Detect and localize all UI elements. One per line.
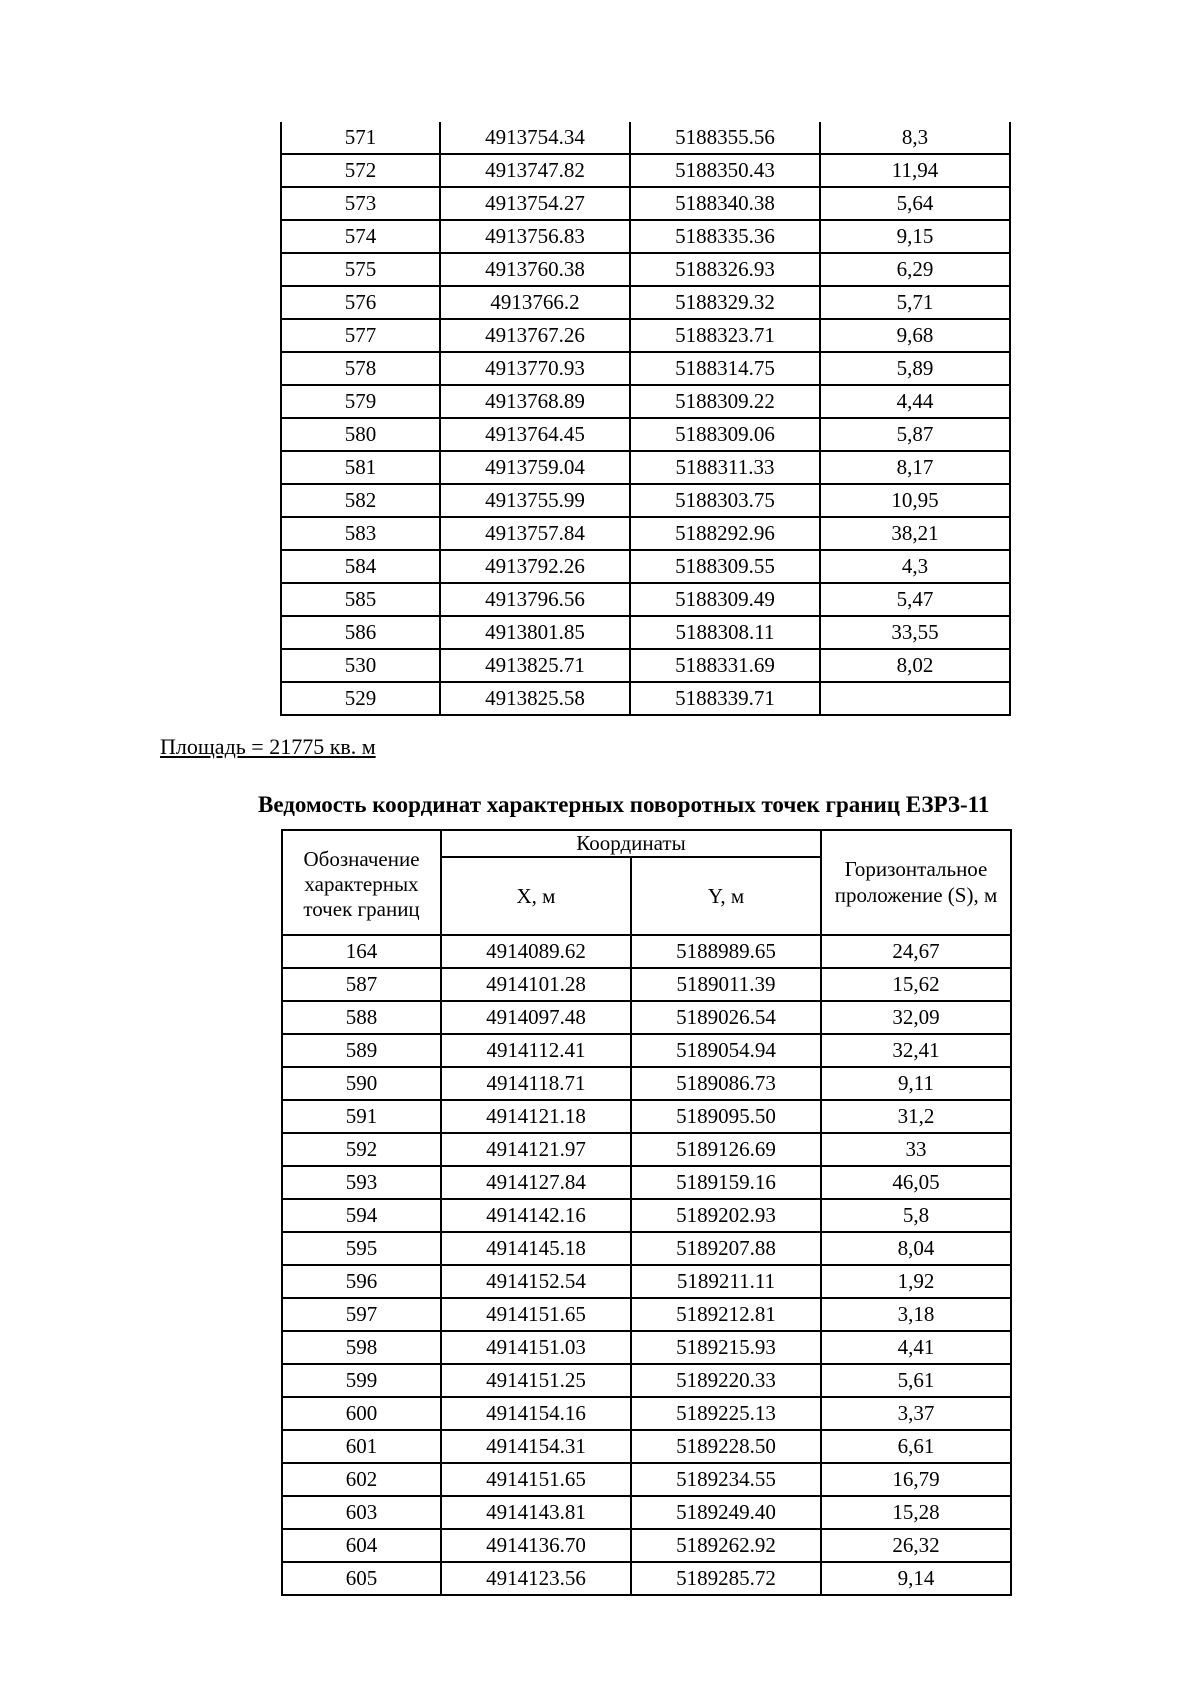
point-cell: 597 xyxy=(282,1298,441,1331)
distance-cell: 5,71 xyxy=(820,286,1010,319)
table-row xyxy=(281,550,1010,583)
x-cell: 4913754.34 xyxy=(440,122,630,154)
distance-cell: 15,28 xyxy=(821,1496,1011,1529)
y-cell: 5189220.33 xyxy=(631,1364,821,1397)
x-cell: 4913792.26 xyxy=(440,550,630,583)
x-cell: 4914145.18 xyxy=(441,1232,631,1265)
table-row xyxy=(282,1001,1011,1034)
table-row xyxy=(281,385,1010,418)
distance-cell: 9,15 xyxy=(820,220,1010,253)
point-cell: 605 xyxy=(282,1562,441,1595)
distance-cell: 6,29 xyxy=(820,253,1010,286)
x-cell: 4913796.56 xyxy=(440,583,630,616)
table-title: Ведомость координат характерных поворотных точек границ ЕЗРЗ-11 xyxy=(258,792,990,817)
table-row xyxy=(281,352,1010,385)
point-cell: 586 xyxy=(281,616,440,649)
x-cell: 4913770.93 xyxy=(440,352,630,385)
point-cell: 578 xyxy=(281,352,440,385)
distance-cell: 33,55 xyxy=(820,616,1010,649)
point-cell: 530 xyxy=(281,649,440,682)
y-cell: 5189215.93 xyxy=(631,1331,821,1364)
table-row xyxy=(281,649,1010,682)
point-cell: 571 xyxy=(281,122,440,154)
x-cell: 4913757.84 xyxy=(440,517,630,550)
point-cell: 589 xyxy=(282,1034,441,1067)
distance-cell: 8,17 xyxy=(820,451,1010,484)
distance-cell: 5,87 xyxy=(820,418,1010,451)
table-row xyxy=(281,253,1010,286)
table-row xyxy=(281,583,1010,616)
point-cell: 596 xyxy=(282,1265,441,1298)
distance-cell: 15,62 xyxy=(821,968,1011,1001)
distance-cell: 1,92 xyxy=(821,1265,1011,1298)
table-row xyxy=(282,935,1011,968)
y-cell: 5188309.49 xyxy=(630,583,820,616)
point-cell: 576 xyxy=(281,286,440,319)
distance-cell: 10,95 xyxy=(820,484,1010,517)
table-row xyxy=(281,451,1010,484)
point-cell: 602 xyxy=(282,1463,441,1496)
point-cell: 599 xyxy=(282,1364,441,1397)
header-x: X, м xyxy=(441,857,631,935)
distance-cell: 4,3 xyxy=(820,550,1010,583)
y-cell: 5188350.43 xyxy=(630,154,820,187)
y-cell: 5189126.69 xyxy=(631,1133,821,1166)
y-cell: 5189212.81 xyxy=(631,1298,821,1331)
table-row xyxy=(282,1034,1011,1067)
table-row xyxy=(282,968,1011,1001)
table-row xyxy=(282,1199,1011,1232)
point-cell: 583 xyxy=(281,517,440,550)
distance-cell: 4,44 xyxy=(820,385,1010,418)
distance-cell: 8,02 xyxy=(820,649,1010,682)
x-cell: 4913756.83 xyxy=(440,220,630,253)
distance-cell: 32,41 xyxy=(821,1034,1011,1067)
table-row xyxy=(281,220,1010,253)
point-cell: 529 xyxy=(281,682,440,715)
point-cell: 575 xyxy=(281,253,440,286)
table-row xyxy=(281,122,1010,154)
table-row xyxy=(282,1430,1011,1463)
distance-cell: 5,47 xyxy=(820,583,1010,616)
y-cell: 5188326.93 xyxy=(630,253,820,286)
table-row xyxy=(282,1364,1011,1397)
y-cell: 5189207.88 xyxy=(631,1232,821,1265)
distance-cell: 5,8 xyxy=(821,1199,1011,1232)
x-cell: 4914089.62 xyxy=(441,935,631,968)
table-row xyxy=(281,616,1010,649)
point-cell: 582 xyxy=(281,484,440,517)
y-cell: 5189234.55 xyxy=(631,1463,821,1496)
y-cell: 5189262.92 xyxy=(631,1529,821,1562)
y-cell: 5188339.71 xyxy=(630,682,820,715)
table-row xyxy=(282,1133,1011,1166)
table-row xyxy=(281,154,1010,187)
x-cell: 4913825.71 xyxy=(440,649,630,682)
point-cell: 588 xyxy=(282,1001,441,1034)
point-cell: 581 xyxy=(281,451,440,484)
distance-cell: 24,67 xyxy=(821,935,1011,968)
header-horizontal-distance: Горизонтальное проложение (S), м xyxy=(821,830,1011,935)
x-cell: 4914121.97 xyxy=(441,1133,631,1166)
point-cell: 595 xyxy=(282,1232,441,1265)
table-row xyxy=(281,319,1010,352)
distance-cell: 31,2 xyxy=(821,1100,1011,1133)
table-row xyxy=(282,1529,1011,1562)
x-cell: 4913825.58 xyxy=(440,682,630,715)
distance-cell: 6,61 xyxy=(821,1430,1011,1463)
x-cell: 4914151.65 xyxy=(441,1463,631,1496)
point-cell: 579 xyxy=(281,385,440,418)
distance-cell: 38,21 xyxy=(820,517,1010,550)
x-cell: 4914151.03 xyxy=(441,1331,631,1364)
table-row xyxy=(282,1265,1011,1298)
x-cell: 4914151.65 xyxy=(441,1298,631,1331)
table-row xyxy=(281,418,1010,451)
y-cell: 5188329.32 xyxy=(630,286,820,319)
table-row xyxy=(281,484,1010,517)
distance-cell: 3,37 xyxy=(821,1397,1011,1430)
distance-cell: 5,61 xyxy=(821,1364,1011,1397)
y-cell: 5189228.50 xyxy=(631,1430,821,1463)
x-cell: 4913766.2 xyxy=(440,286,630,319)
distance-cell xyxy=(820,682,1010,715)
table-row xyxy=(282,1562,1011,1595)
point-cell: 594 xyxy=(282,1199,441,1232)
table-row xyxy=(282,1397,1011,1430)
point-cell: 603 xyxy=(282,1496,441,1529)
x-cell: 4913768.89 xyxy=(440,385,630,418)
y-cell: 5189285.72 xyxy=(631,1562,821,1595)
point-cell: 164 xyxy=(282,935,441,968)
table-row xyxy=(282,1166,1011,1199)
x-cell: 4914152.54 xyxy=(441,1265,631,1298)
table2-body xyxy=(282,935,1011,1595)
coordinates-table-continued xyxy=(280,122,1011,716)
table1-body xyxy=(281,122,1010,715)
distance-cell: 3,18 xyxy=(821,1298,1011,1331)
y-cell: 5189202.93 xyxy=(631,1199,821,1232)
x-cell: 4914101.28 xyxy=(441,968,631,1001)
x-cell: 4913755.99 xyxy=(440,484,630,517)
distance-cell: 8,3 xyxy=(820,122,1010,154)
x-cell: 4913754.27 xyxy=(440,187,630,220)
distance-cell: 26,32 xyxy=(821,1529,1011,1562)
point-cell: 590 xyxy=(282,1067,441,1100)
x-cell: 4914097.48 xyxy=(441,1001,631,1034)
y-cell: 5189225.13 xyxy=(631,1397,821,1430)
y-cell: 5189026.54 xyxy=(631,1001,821,1034)
y-cell: 5188314.75 xyxy=(630,352,820,385)
header-y: Y, м xyxy=(631,857,821,935)
y-cell: 5188340.38 xyxy=(630,187,820,220)
point-cell: 601 xyxy=(282,1430,441,1463)
x-cell: 4913801.85 xyxy=(440,616,630,649)
distance-cell: 5,89 xyxy=(820,352,1010,385)
point-cell: 577 xyxy=(281,319,440,352)
point-cell: 600 xyxy=(282,1397,441,1430)
y-cell: 5188323.71 xyxy=(630,319,820,352)
x-cell: 4914142.16 xyxy=(441,1199,631,1232)
point-cell: 598 xyxy=(282,1331,441,1364)
x-cell: 4914143.81 xyxy=(441,1496,631,1529)
table-row xyxy=(282,1067,1011,1100)
table-row xyxy=(282,1232,1011,1265)
table-row xyxy=(282,1331,1011,1364)
table2-header xyxy=(282,830,1011,935)
table-row xyxy=(282,1298,1011,1331)
point-cell: 573 xyxy=(281,187,440,220)
point-cell: 584 xyxy=(281,550,440,583)
x-cell: 4913764.45 xyxy=(440,418,630,451)
table-row xyxy=(282,1463,1011,1496)
y-cell: 5189159.16 xyxy=(631,1166,821,1199)
x-cell: 4913760.38 xyxy=(440,253,630,286)
distance-cell: 33 xyxy=(821,1133,1011,1166)
distance-cell: 9,11 xyxy=(821,1067,1011,1100)
y-cell: 5189249.40 xyxy=(631,1496,821,1529)
area-summary: Площадь = 21775 кв. м xyxy=(160,734,376,759)
point-cell: 591 xyxy=(282,1100,441,1133)
y-cell: 5188309.22 xyxy=(630,385,820,418)
y-cell: 5189095.50 xyxy=(631,1100,821,1133)
y-cell: 5188303.75 xyxy=(630,484,820,517)
y-cell: 5188309.55 xyxy=(630,550,820,583)
x-cell: 4914121.18 xyxy=(441,1100,631,1133)
x-cell: 4914118.71 xyxy=(441,1067,631,1100)
distance-cell: 16,79 xyxy=(821,1463,1011,1496)
x-cell: 4913747.82 xyxy=(440,154,630,187)
point-cell: 574 xyxy=(281,220,440,253)
distance-cell: 9,68 xyxy=(820,319,1010,352)
y-cell: 5188989.65 xyxy=(631,935,821,968)
x-cell: 4914154.16 xyxy=(441,1397,631,1430)
x-cell: 4914151.25 xyxy=(441,1364,631,1397)
x-cell: 4913759.04 xyxy=(440,451,630,484)
header-coordinates: Координаты xyxy=(441,830,821,857)
x-cell: 4914127.84 xyxy=(441,1166,631,1199)
distance-cell: 4,41 xyxy=(821,1331,1011,1364)
table-row xyxy=(281,286,1010,319)
distance-cell: 32,09 xyxy=(821,1001,1011,1034)
x-cell: 4914136.70 xyxy=(441,1529,631,1562)
y-cell: 5188355.56 xyxy=(630,122,820,154)
y-cell: 5189054.94 xyxy=(631,1034,821,1067)
distance-cell: 46,05 xyxy=(821,1166,1011,1199)
y-cell: 5189211.11 xyxy=(631,1265,821,1298)
table-row xyxy=(282,1496,1011,1529)
point-cell: 592 xyxy=(282,1133,441,1166)
y-cell: 5188309.06 xyxy=(630,418,820,451)
point-cell: 572 xyxy=(281,154,440,187)
point-cell: 580 xyxy=(281,418,440,451)
distance-cell: 8,04 xyxy=(821,1232,1011,1265)
x-cell: 4914112.41 xyxy=(441,1034,631,1067)
table-row xyxy=(281,682,1010,715)
distance-cell: 5,64 xyxy=(820,187,1010,220)
table-row xyxy=(281,517,1010,550)
x-cell: 4913767.26 xyxy=(440,319,630,352)
header-point-designation: Обозначение характерных точек границ xyxy=(282,830,441,935)
y-cell: 5188335.36 xyxy=(630,220,820,253)
distance-cell: 11,94 xyxy=(820,154,1010,187)
y-cell: 5189086.73 xyxy=(631,1067,821,1100)
point-cell: 593 xyxy=(282,1166,441,1199)
table-row xyxy=(281,187,1010,220)
point-cell: 604 xyxy=(282,1529,441,1562)
y-cell: 5188331.69 xyxy=(630,649,820,682)
y-cell: 5188308.11 xyxy=(630,616,820,649)
point-cell: 585 xyxy=(281,583,440,616)
y-cell: 5188292.96 xyxy=(630,517,820,550)
y-cell: 5189011.39 xyxy=(631,968,821,1001)
distance-cell: 9,14 xyxy=(821,1562,1011,1595)
point-cell: 587 xyxy=(282,968,441,1001)
coordinates-table-ezrz-11 xyxy=(281,829,1012,1596)
x-cell: 4914154.31 xyxy=(441,1430,631,1463)
table-row xyxy=(282,1100,1011,1133)
y-cell: 5188311.33 xyxy=(630,451,820,484)
x-cell: 4914123.56 xyxy=(441,1562,631,1595)
